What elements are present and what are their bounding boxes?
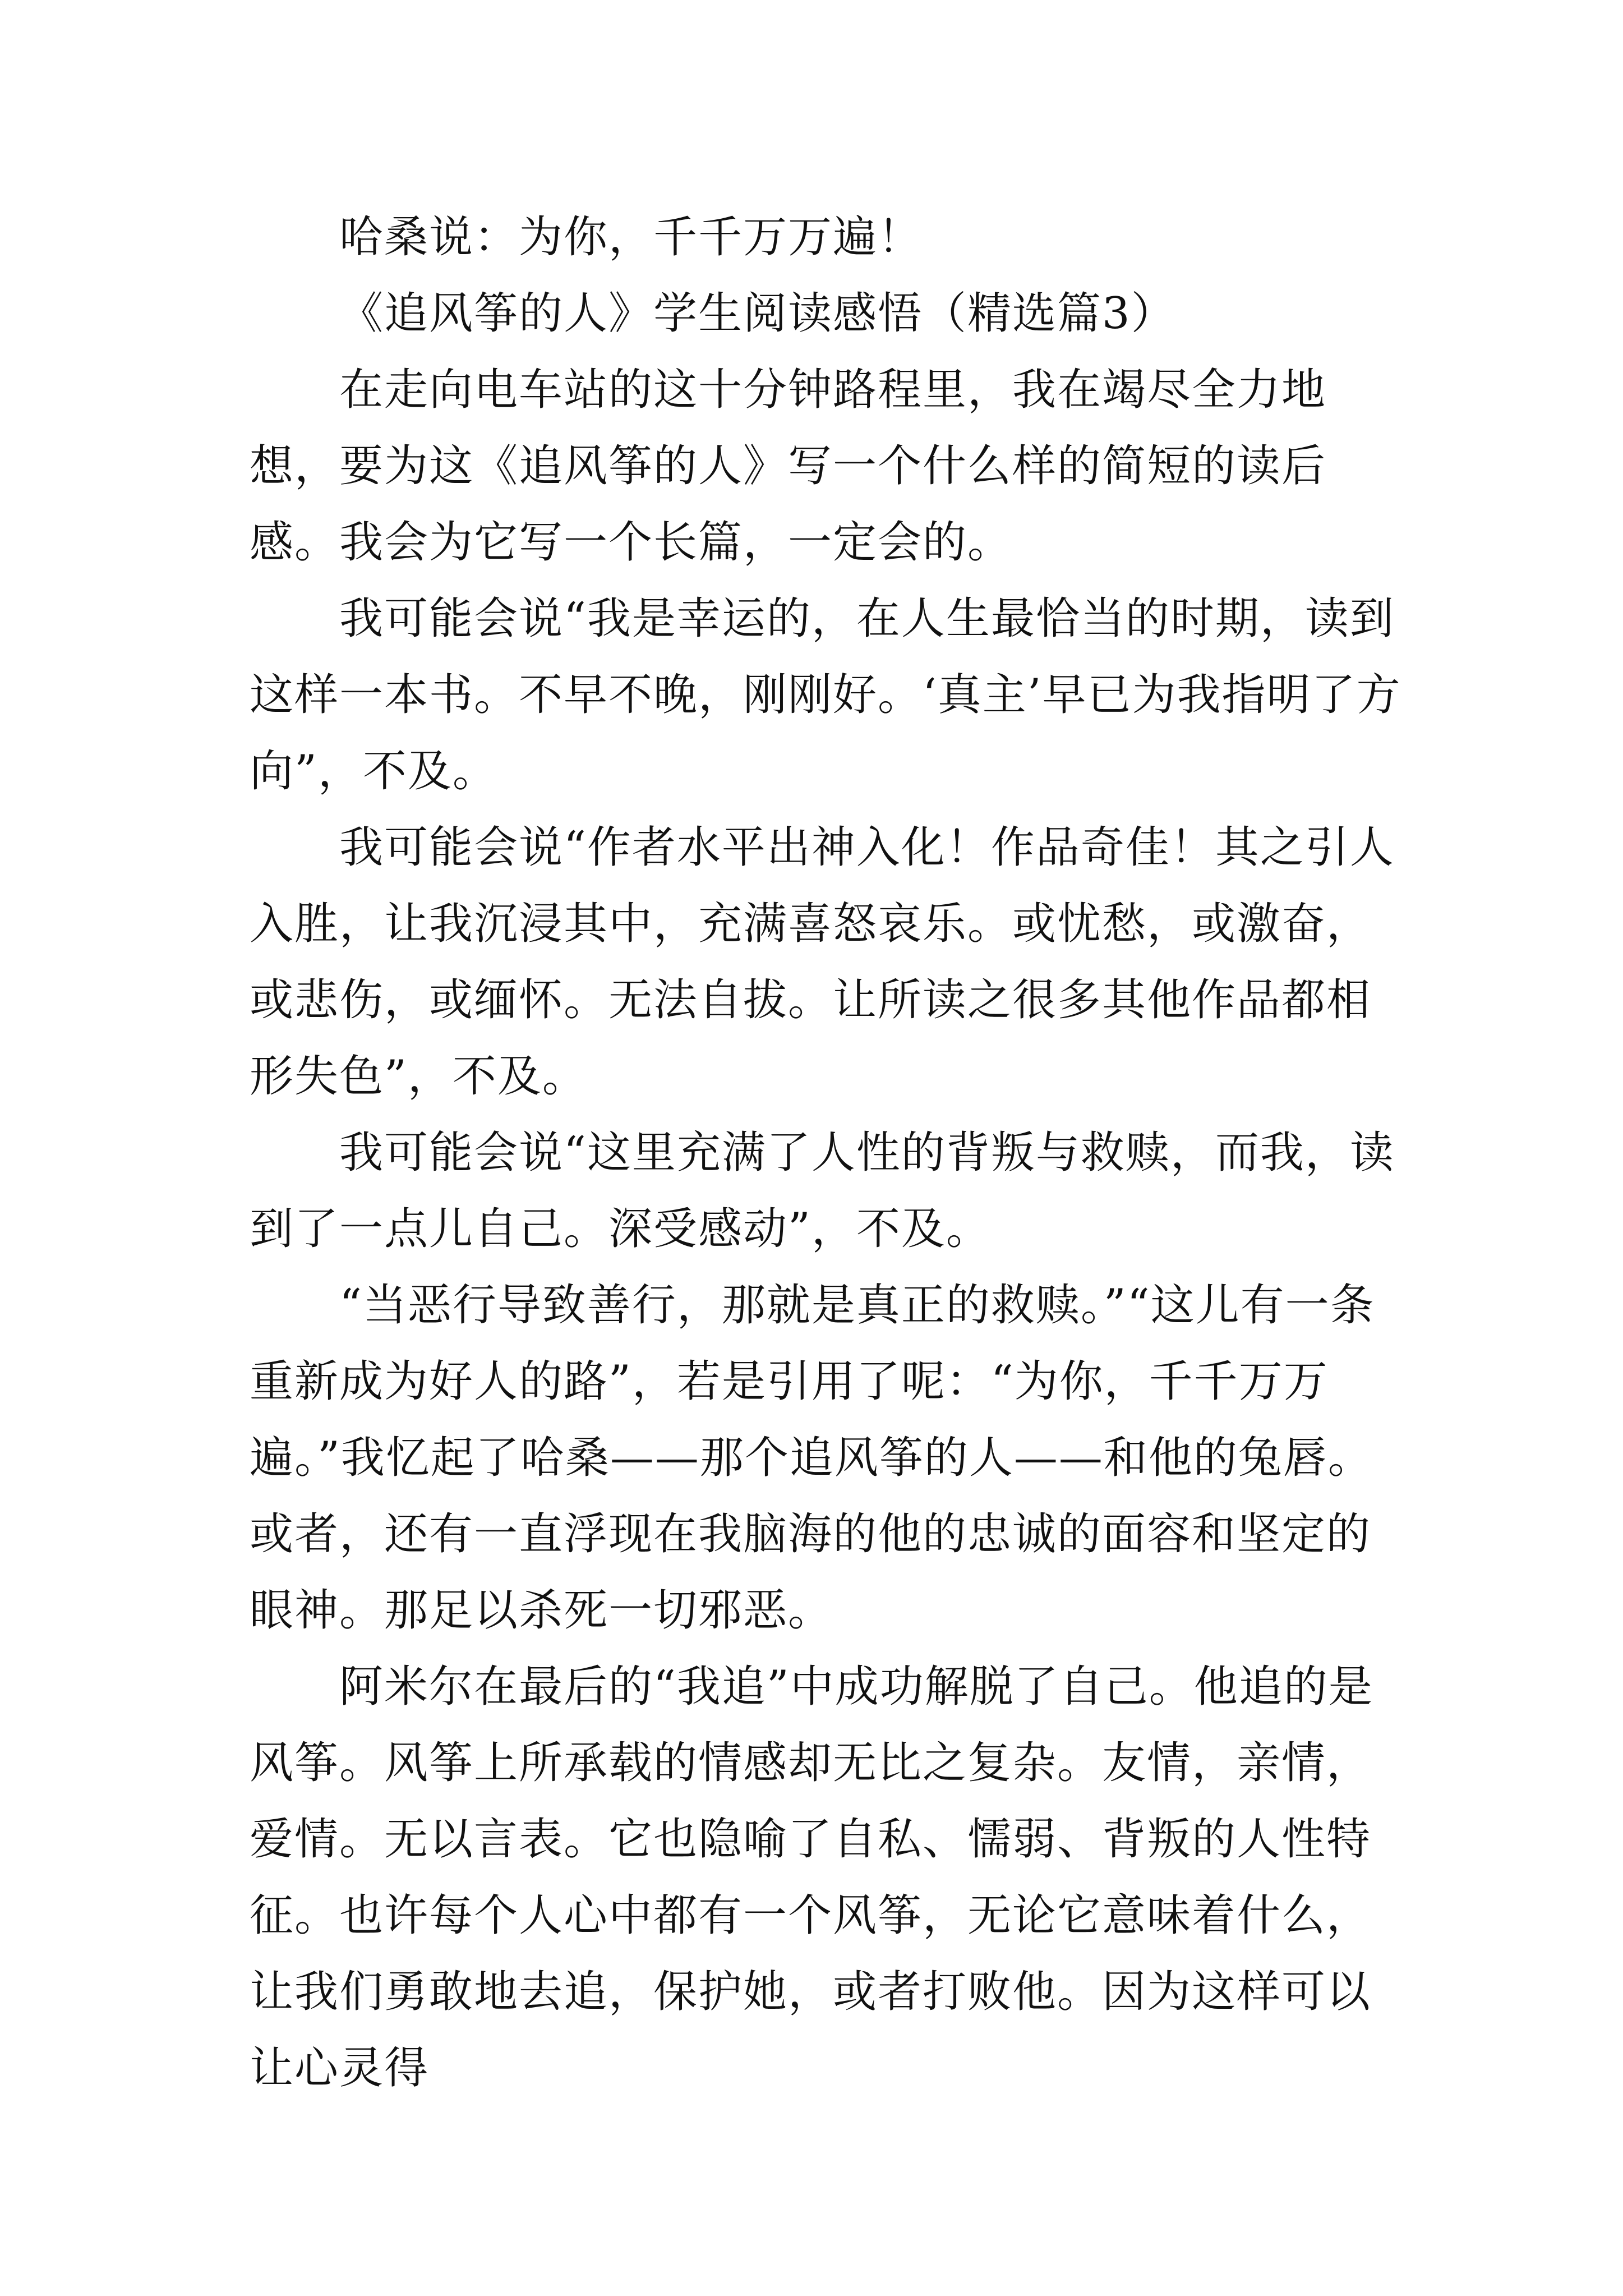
paragraph-author: 我可能会说“作者水平出神入化！作品奇佳！其之引人入胜，让我沉浸其中，充满喜怒哀乐。或忧愁，或激奋，或悲伤，或缅怀。无法自拔。让所读之很多其他作品都相形失色”，不及。	[250, 822, 1395, 1102]
paragraph-intro: 在走向电车站的这十分钟路程里，我在竭尽全力地想，要为这《追风筝的人》写一个什么样的简短的读后感。我会为它写一个长篇，一定会的。	[250, 365, 1327, 568]
paragraph-lucky: 我可能会说“我是幸运的，在人生最恰当的时期，读到这样一本书。不早不晚，刚刚好。‘真主’早已为我指明了方向”，不及。	[250, 593, 1401, 797]
section-heading: 《追风筝的人》学生阅读感悟（精选篇3）	[339, 288, 1176, 339]
paragraph-betrayal: 我可能会说“这里充满了人性的背叛与救赎，而我，读到了一点儿自己。深受感动”，不及。	[250, 1128, 1395, 1254]
document-body	[250, 199, 1410, 2106]
paragraph-redemption: “当恶行导致善行，那就是真正的救赎。”“这儿有一条重新成为好人的路”，若是引用了呢：“为你，千千万万遍。”我忆起了哈桑——那个追风筝的人——和他的兔唇。或者，还有一直浮现在我脑海的他的忠诚的面容和坚定的眼神。那足以杀死一切邪恶。	[250, 1280, 1375, 1636]
paragraph-amir: 阿米尔在最后的“我追”中成功解脱了自己。他追的是风筝。风筝上所承载的情感却无比之复杂。友情，亲情，爱情。无以言表。它也隐喻了自私、懦弱、背叛的人性特征。也许每个人心中都有一个风筝，无论它意味着什么，让我们勇敢地去追，保护她，或者打败他。因为这样可以让心灵得	[250, 1662, 1373, 2093]
paragraph-quote-hassan: 哈桑说：为你，千千万万遍！	[339, 212, 923, 263]
